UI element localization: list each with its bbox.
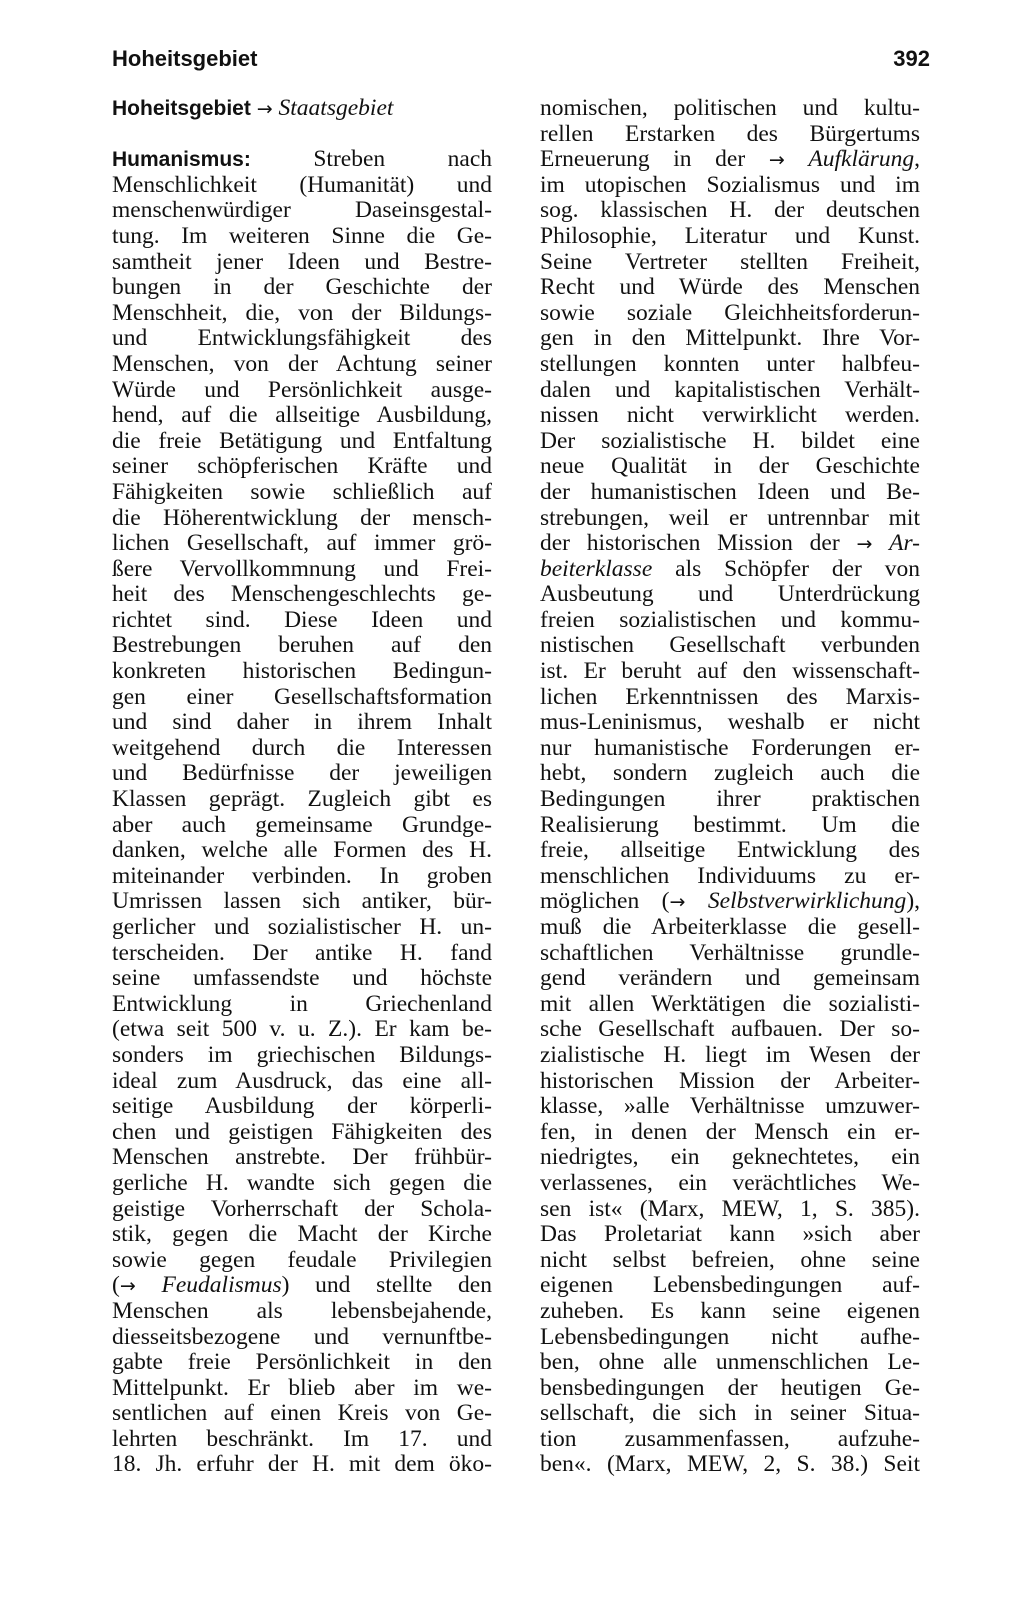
text-line: gabte freie Persönlichkeit in den [112, 1350, 492, 1376]
text-line: chen und geistigen Fähigkeiten des [112, 1119, 492, 1145]
text-line: zialistische H. liegt im Wesen der [540, 1042, 920, 1068]
text-line: samtheit jener Ideen und Bestre- [112, 249, 492, 275]
text-line: rellen Erstarken des Bürgertums [540, 121, 920, 147]
cross-reference: Ar- [889, 531, 920, 557]
text-line: sellschaft, die sich in seiner Situa- [540, 1401, 920, 1427]
text-line: stellungen konnten unter halbfeu- [540, 351, 920, 377]
text-line: und Entwicklungsfähigkeit des [112, 326, 492, 352]
text-line: tion zusammenfassen, aufzuhe- [540, 1426, 920, 1452]
text-line: Mittelpunkt. Er blieb aber im we- [112, 1375, 492, 1401]
text-line: Fähigkeiten sowie schließlich auf [112, 479, 492, 505]
paren-open: ( [112, 1273, 120, 1299]
text-line: ben«. (Marx, MEW, 2, S. 38.) Seit [540, 1452, 920, 1478]
text-fragment: ) und stellte den [281, 1273, 492, 1299]
text-line: (etwa seit 500 v. u. Z.). Er kam be- [112, 1017, 492, 1043]
entry-humanismus-first-line [112, 147, 492, 173]
text-line: bungen in der Geschichte der [112, 275, 492, 301]
text-line: Seine Vertreter stellten Freiheit, [540, 249, 920, 275]
text-line: Menschen anstrebte. Der frühbür- [112, 1145, 492, 1171]
cross-reference: Staatsgebiet [278, 96, 394, 121]
spacer [112, 122, 492, 148]
text-line: heit des Menschengeschlechts ge- [112, 582, 492, 608]
text-line: neue Qualität in der Geschichte [540, 454, 920, 480]
text-line: Realisierung bestimmt. Um die [540, 812, 920, 838]
text-line: menschlichen Individuums zu er- [540, 863, 920, 889]
text-line: Bedingungen ihrer praktischen [540, 787, 920, 813]
text-line: lichen Gesellschaft, auf immer grö- [112, 531, 492, 557]
text-line: menschenwürdiger Daseinsgestal- [112, 198, 492, 224]
text-line: geistige Vorherrschaft der Schola- [112, 1196, 492, 1222]
text-line: sentlichen auf einen Kreis von Ge- [112, 1401, 492, 1427]
text-line: tung. Im weiteren Sinne die Ge- [112, 223, 492, 249]
right-column [540, 96, 920, 1478]
text-line: Recht und Würde des Menschen [540, 275, 920, 301]
arrow-icon: → [119, 1275, 136, 1298]
text-line: lichen Erkenntnissen des Marxis- [540, 684, 920, 710]
cross-reference: Selbstverwirklichung [707, 889, 907, 915]
cross-reference: Aufklärung [808, 147, 915, 173]
text-line: nur humanistische Forderungen er- [540, 735, 920, 761]
cross-reference: beiterklasse [540, 556, 653, 582]
text-line: nistischen Gesellschaft verbunden [540, 633, 920, 659]
text-line: nissen nicht verwirklicht werden. [540, 403, 920, 429]
text-line: weitgehend durch die Interessen [112, 735, 492, 761]
text-line: mit allen Werktätigen die sozialisti- [540, 991, 920, 1017]
text-fragment: als Schöpfer der von [675, 556, 920, 582]
text-line: hend, auf die allseitige Ausbildung, [112, 403, 492, 429]
text-line: strebungen, weil er untrennbar mit [540, 505, 920, 531]
text-line: miteinander verbinden. In groben [112, 863, 492, 889]
text-line: mus-Leninismus, weshalb er nicht [540, 710, 920, 736]
text-line: nicht selbst befreien, ohne seine [540, 1247, 920, 1273]
text-line: gen in den Mittelpunkt. Ihre Vor- [540, 326, 920, 352]
text-line: fen, in denen der Mensch ein er- [540, 1119, 920, 1145]
page-number: 392 [893, 46, 930, 71]
text-line: nomischen, politischen und kultu- [540, 96, 920, 121]
text-line: Ausbeutung und Unterdrückung [540, 582, 920, 608]
text-line: Philosophie, Literatur und Kunst. [540, 223, 920, 249]
text-line: gerlicher und sozialistischer H. un- [112, 915, 492, 940]
text-line: ben, ohne alle unmenschlichen Le- [540, 1350, 920, 1376]
text-line: klasse, »alle Verhältnisse umzuwer- [540, 1094, 920, 1120]
text-line: und sind daher in ihrem Inhalt [112, 710, 492, 736]
text-line: und Bedürfnisse der jeweiligen [112, 761, 492, 787]
arrow-icon: → [256, 98, 273, 120]
text-line: seitige Ausbildung der körperli- [112, 1094, 492, 1120]
text-line: Menschheit, die, von der Bildungs- [112, 300, 492, 326]
text-line: im utopischen Sozialismus und im [540, 172, 920, 198]
text-line: stik, gegen die Macht der Kirche [112, 1222, 492, 1248]
text-line: Umrissen lassen sich antiker, bür- [112, 889, 492, 915]
text-line: Lebensbedingungen nicht aufhe- [540, 1324, 920, 1350]
text-line: diesseitsbezogene und vernunftbe- [112, 1324, 492, 1350]
text-line: danken, welche alle Formen des H. [112, 838, 492, 864]
text-fragment: Erneuerung in der [540, 147, 746, 173]
text-line-feudalismus [112, 1273, 492, 1299]
text-line: freien sozialistischen und kommu- [540, 607, 920, 633]
text-line: freie, allseitige Entwicklung des [540, 838, 920, 864]
text-line: die Höherentwicklung der mensch- [112, 505, 492, 531]
text-line-arbeiterklasse [540, 531, 920, 557]
text-line: gerliche H. wandte sich gegen die [112, 1170, 492, 1196]
text-line: Menschen als lebensbejahende, [112, 1298, 492, 1324]
cross-reference: Feudalismus [161, 1273, 282, 1299]
text-line: eigenen Lebensbedingungen auf- [540, 1273, 920, 1299]
text-line: schaftlichen Verhältnisse grundle- [540, 940, 920, 966]
text-fragment: ), [906, 889, 920, 915]
text-line: verlassenes, ein verächtliches We- [540, 1170, 920, 1196]
text-fragment: der historischen Mission der [540, 531, 840, 557]
text-line: historischen Mission der Arbeiter- [540, 1068, 920, 1094]
text-line: gend verändern und gemeinsam [540, 966, 920, 992]
text-line: seine umfassendste und höchste [112, 966, 492, 992]
text-line: der humanistischen Ideen und Be- [540, 479, 920, 505]
text-line: Das Proletariat kann »sich aber [540, 1222, 920, 1248]
text-line: Streben nach [313, 147, 492, 173]
text-line: niedrigtes, ein geknechtetes, ein [540, 1145, 920, 1171]
arrow-icon: → [768, 149, 785, 172]
text-line: hebt, sondern zugleich auch die [540, 761, 920, 787]
text-line: 18. Jh. erfuhr der H. mit dem öko- [112, 1452, 492, 1478]
text-line: Menschlichkeit (Humanität) und [112, 172, 492, 198]
text-fragment: möglichen ( [540, 889, 670, 915]
text-line: Bestrebungen beruhen auf den [112, 633, 492, 659]
text-line: aber auch gemeinsame Grundge- [112, 812, 492, 838]
text-line: richtet sind. Diese Ideen und [112, 607, 492, 633]
arrow-icon: → [856, 533, 873, 556]
text-line: sowie gegen feudale Privilegien [112, 1247, 492, 1273]
page-header [112, 44, 930, 84]
left-column [112, 96, 492, 1478]
text-line: konkreten historischen Bedingun- [112, 659, 492, 685]
text-line: ist. Er beruht auf den wissenschaft- [540, 659, 920, 685]
text-line: Klassen geprägt. Zugleich gibt es [112, 787, 492, 813]
text-line: terscheiden. Der antike H. fand [112, 940, 492, 966]
text-line: sog. klassischen H. der deutschen [540, 198, 920, 224]
text-line: sowie soziale Gleichheitsforderun- [540, 300, 920, 326]
entry-hoheitsgebiet [112, 96, 492, 122]
text-line: Würde und Persönlichkeit ausge- [112, 377, 492, 403]
text-line-aufklaerung [540, 147, 920, 173]
text-line: zuheben. Es kann seine eigenen [540, 1298, 920, 1324]
text-line-selbstverwirklichung [540, 889, 920, 915]
entry-keyword: Hoheitsgebiet [112, 97, 251, 120]
text-line: lehrten beschränkt. Im 17. und [112, 1426, 492, 1452]
text-line: Menschen, von der Achtung seiner [112, 351, 492, 377]
text-line: Der sozialistische H. bildet eine [540, 428, 920, 454]
text-line: dalen und kapitalistischen Verhält- [540, 377, 920, 403]
text-line: bensbedingungen der heutigen Ge- [540, 1375, 920, 1401]
text-line: muß die Arbeiterklasse die gesell- [540, 915, 920, 940]
entry-keyword: Humanismus: [112, 148, 251, 172]
text-line: sonders im griechischen Bildungs- [112, 1042, 492, 1068]
running-head: Hoheitsgebiet [112, 46, 258, 71]
text-line: sche Gesellschaft aufbauen. Der so- [540, 1017, 920, 1043]
text-fragment: , [914, 147, 920, 173]
text-line-arbeiterklasse-cont [540, 557, 920, 583]
text-line: die freie Betätigung und Entfaltung [112, 428, 492, 454]
text-line: Entwicklung in Griechenland [112, 991, 492, 1017]
text-line: seiner schöpferischen Kräfte und [112, 454, 492, 480]
text-line: ideal zum Ausdruck, das eine all- [112, 1068, 492, 1094]
arrow-icon: → [669, 891, 686, 914]
text-line: gen einer Gesellschaftsformation [112, 684, 492, 710]
text-line: sen ist« (Marx, MEW, 1, S. 385). [540, 1196, 920, 1222]
text-line: ßere Vervollkommnung und Frei- [112, 556, 492, 582]
